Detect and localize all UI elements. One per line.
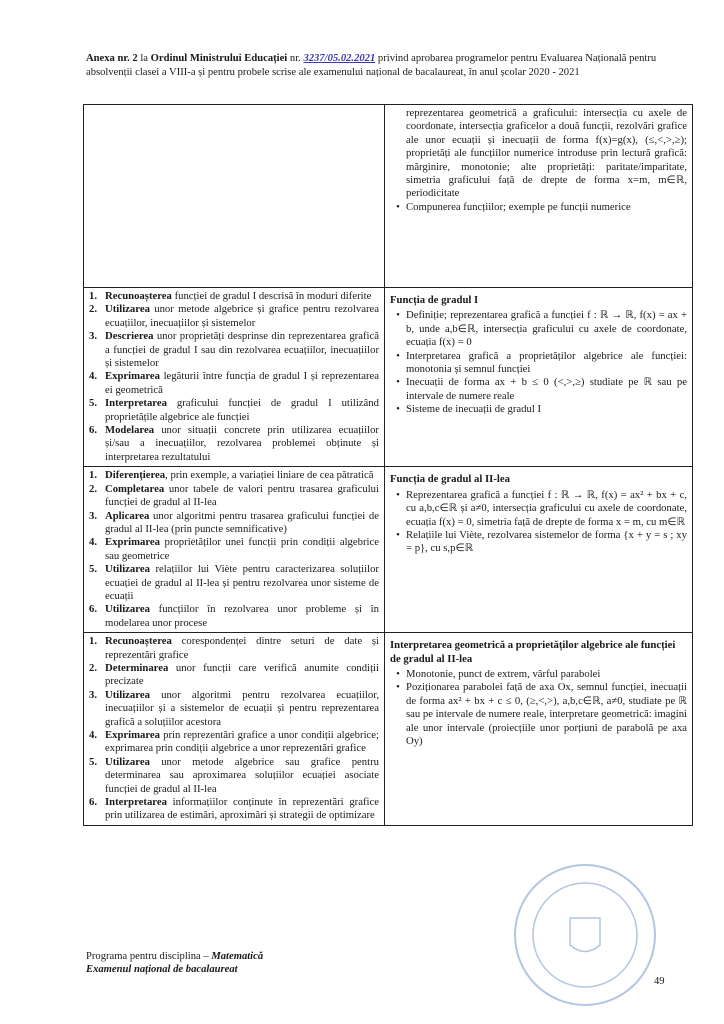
competency-item: 3. Utilizarea unor algoritmi pentru rezolvarea ecuațiilor, inecuațiilor și a sistemelor de ecuații și pentru reprezentarea grafică a soluțiilor acestora bbox=[89, 688, 379, 728]
discipline-name: Matematică bbox=[211, 951, 264, 962]
section-title: Funcția de gradul I bbox=[390, 294, 479, 306]
section-title: Interpretarea geometrică a proprietăților algebrice ale funcției de gradul al II-lea bbox=[390, 639, 676, 665]
competencies-cell bbox=[84, 288, 385, 467]
list-item: • Definiție; reprezentarea grafică a funcției f : ℝ → ℝ, f(x) = ax + b, unde a,b∈ℝ, intersecția graficului cu axele de coordonate, ecuația f(x) = 0 bbox=[390, 309, 687, 349]
bullet-icon: • bbox=[396, 376, 400, 389]
header-la: la bbox=[140, 53, 149, 64]
bullet-icon: • bbox=[396, 667, 400, 680]
competencies-cell bbox=[84, 633, 385, 826]
header-rest: privind aprobarea programelor pentru Evaluarea Națională pentru absolvenții clasei a VIII-a și pentru probele scrise ale examenului național de bacalaureat, în anul școlar 2020 - 2021 bbox=[86, 53, 657, 78]
competency-item: 2. Utilizarea unor metode algebrice și grafice pentru rezolvarea ecuațiilor, inecuațiilor și sistemelor bbox=[89, 303, 379, 329]
competencies-cell bbox=[84, 105, 385, 288]
list-item: • Reprezentarea grafică a funcției f : ℝ → ℝ, f(x) = ax² + bx + c, cu a,b,c∈ℝ și a≠0, intersecția graficului cu axele de coordonate, ecuația f(x) = 0, simetria față de drepte de forma x = m, cu m∈ℝ bbox=[390, 489, 687, 529]
competency-item: 2. Completarea unor tabele de valori pentru trasarea graficului funcției de gradul al II-lea bbox=[89, 482, 379, 509]
table-row bbox=[84, 467, 693, 633]
competency-item: 4. Exprimarea proprietăților unei funcții prin condiții algebrice sau geometrice bbox=[89, 536, 379, 562]
bullet-icon: • bbox=[396, 309, 400, 322]
order-number: 3237/05.02.2021 bbox=[303, 53, 376, 64]
section-title: Funcția de gradul al II-lea bbox=[390, 473, 510, 486]
content-cell bbox=[385, 105, 693, 288]
list-item: • Sisteme de inecuații de gradul I bbox=[390, 403, 687, 416]
competency-item: 5. Utilizarea relațiilor lui Viète pentru caracterizarea soluțiilor ecuației de gradul al II-lea și pentru rezolvarea unor sisteme de ecuații bbox=[89, 563, 379, 602]
list-item: • Inecuații de forma ax + b ≤ 0 (<,>,≥) studiate pe ℝ sau pe intervale de numere reale bbox=[390, 376, 687, 403]
official-stamp-icon bbox=[510, 860, 660, 1010]
competency-item: 6. Modelarea unor situații concrete prin utilizarea ecuațiilor și/sau a inecuațiilor, rezolvarea problemei obținute și interpretarea rezultatului bbox=[89, 424, 379, 463]
competency-item: 6. Utilizarea funcțiilor în rezolvarea unor probleme și în modelarea unor procese bbox=[89, 603, 379, 629]
competency-item: 5. Interpretarea graficului funcției de gradul I utilizând proprietățile algebrice ale funcției bbox=[89, 397, 379, 423]
bullet-icon: • bbox=[396, 200, 400, 213]
competencies-cell bbox=[84, 467, 385, 633]
curriculum-table bbox=[83, 104, 693, 826]
competency-item: 4. Exprimarea prin reprezentări grafice a unor condiții algebrice; exprimarea prin condiții algebrice a unor reprezentări grafice bbox=[89, 729, 379, 755]
table-row bbox=[84, 288, 693, 467]
competency-item: 3. Aplicarea unor algoritmi pentru trasarea graficului funcției de gradul al II-lea (prin puncte semnificative) bbox=[89, 509, 379, 535]
content-text: reprezentarea geometrică a graficului: intersecția cu axele de coordonate, intersecția graficelor a două funcții, rezolvări grafice ale unor ecuații și inecuații de forma f(x)=g(x), (≤,<,>,≥); proprietăți ale funcțiilor numerice introduse prin lectură grafică: mărginire, monotonie; alte proprietăți: paritate/imparitate, simetria graficului față de drepte de forma x=m, m∈ℝ, periodicitate bbox=[406, 107, 687, 200]
order-title: Ordinul Ministrului Educației bbox=[150, 53, 288, 64]
bullet-icon: • bbox=[396, 528, 400, 541]
competency-item: 1. Recunoașterea corespondenței dintre seturi de date și reprezentări grafice bbox=[89, 635, 379, 661]
competency-item: 3. Descrierea unor proprietăți desprinse din reprezentarea grafică a funcției de gradul I sau din rezolvarea ecuațiilor, inecuațiilor și sistemelor bbox=[89, 330, 379, 370]
list-item: • Relațiile lui Viète, rezolvarea sistemelor de forma {x + y = s ; xy = p}, cu s,p∈ℝ bbox=[390, 529, 687, 556]
competency-item: 2. Determinarea unor funcții care verifică anumite condiții precizate bbox=[89, 661, 379, 688]
list-item: • Compunerea funcțiilor; exemple pe funcții numerice bbox=[390, 201, 687, 214]
table-row bbox=[84, 105, 693, 288]
bullet-icon: • bbox=[396, 403, 400, 416]
document-header bbox=[86, 52, 686, 80]
list-item: • Interpretarea grafică a proprietăților algebrice ale funcției: monotonia și semnul funcției bbox=[390, 350, 687, 377]
bullet-icon: • bbox=[396, 488, 400, 501]
annex-label: Anexa nr. 2 bbox=[86, 53, 138, 64]
footer-line-1: Programa pentru disciplina – Matematică bbox=[86, 951, 264, 962]
competency-item: 4. Exprimarea legăturii între funcția de gradul I și reprezentarea ei geometrică bbox=[89, 370, 379, 396]
competency-item: 1. Recunoașterea funcției de gradul I descrisă în moduri diferite bbox=[89, 290, 372, 302]
list-item: • Monotonie, punct de extrem, vârful parabolei bbox=[390, 668, 687, 681]
list-item: • Poziționarea parabolei față de axa Ox, semnul funcției, inecuații de forma ax² + bx + c ≤ 0, (≥,<,>), a,b,c∈ℝ, a≠0, studiate pe ℝ sau pe intervale de numere reale, interpretare geometrică: imagini ale unor intervale (proiecțiile unor porțiuni de parabolă pe axa Oy) bbox=[390, 681, 687, 748]
table-row bbox=[84, 633, 693, 826]
competency-item: 6. Interpretarea informațiilor conținute în reprezentări grafice prin utilizarea de estimări, aproximări și strategii de optimizare bbox=[89, 796, 379, 822]
content-cell bbox=[385, 288, 693, 467]
header-nr: nr. bbox=[289, 53, 301, 64]
bullet-icon: • bbox=[396, 349, 400, 362]
bullet-icon: • bbox=[396, 681, 400, 694]
document-footer bbox=[86, 950, 263, 976]
content-cell bbox=[385, 467, 693, 633]
page-number: 49 bbox=[654, 976, 665, 987]
content-cell bbox=[385, 633, 693, 826]
competency-item: 5. Utilizarea unor metode algebrice sau grafice pentru determinarea sau aproximarea soluțiilor ecuației asociate funcției de gradul al II-lea bbox=[89, 755, 379, 795]
footer-line-2: Examenul național de bacalaureat bbox=[86, 964, 238, 975]
competency-item: 1. Diferențierea, prin exemple, a variației liniare de cea pătratică bbox=[89, 469, 374, 482]
